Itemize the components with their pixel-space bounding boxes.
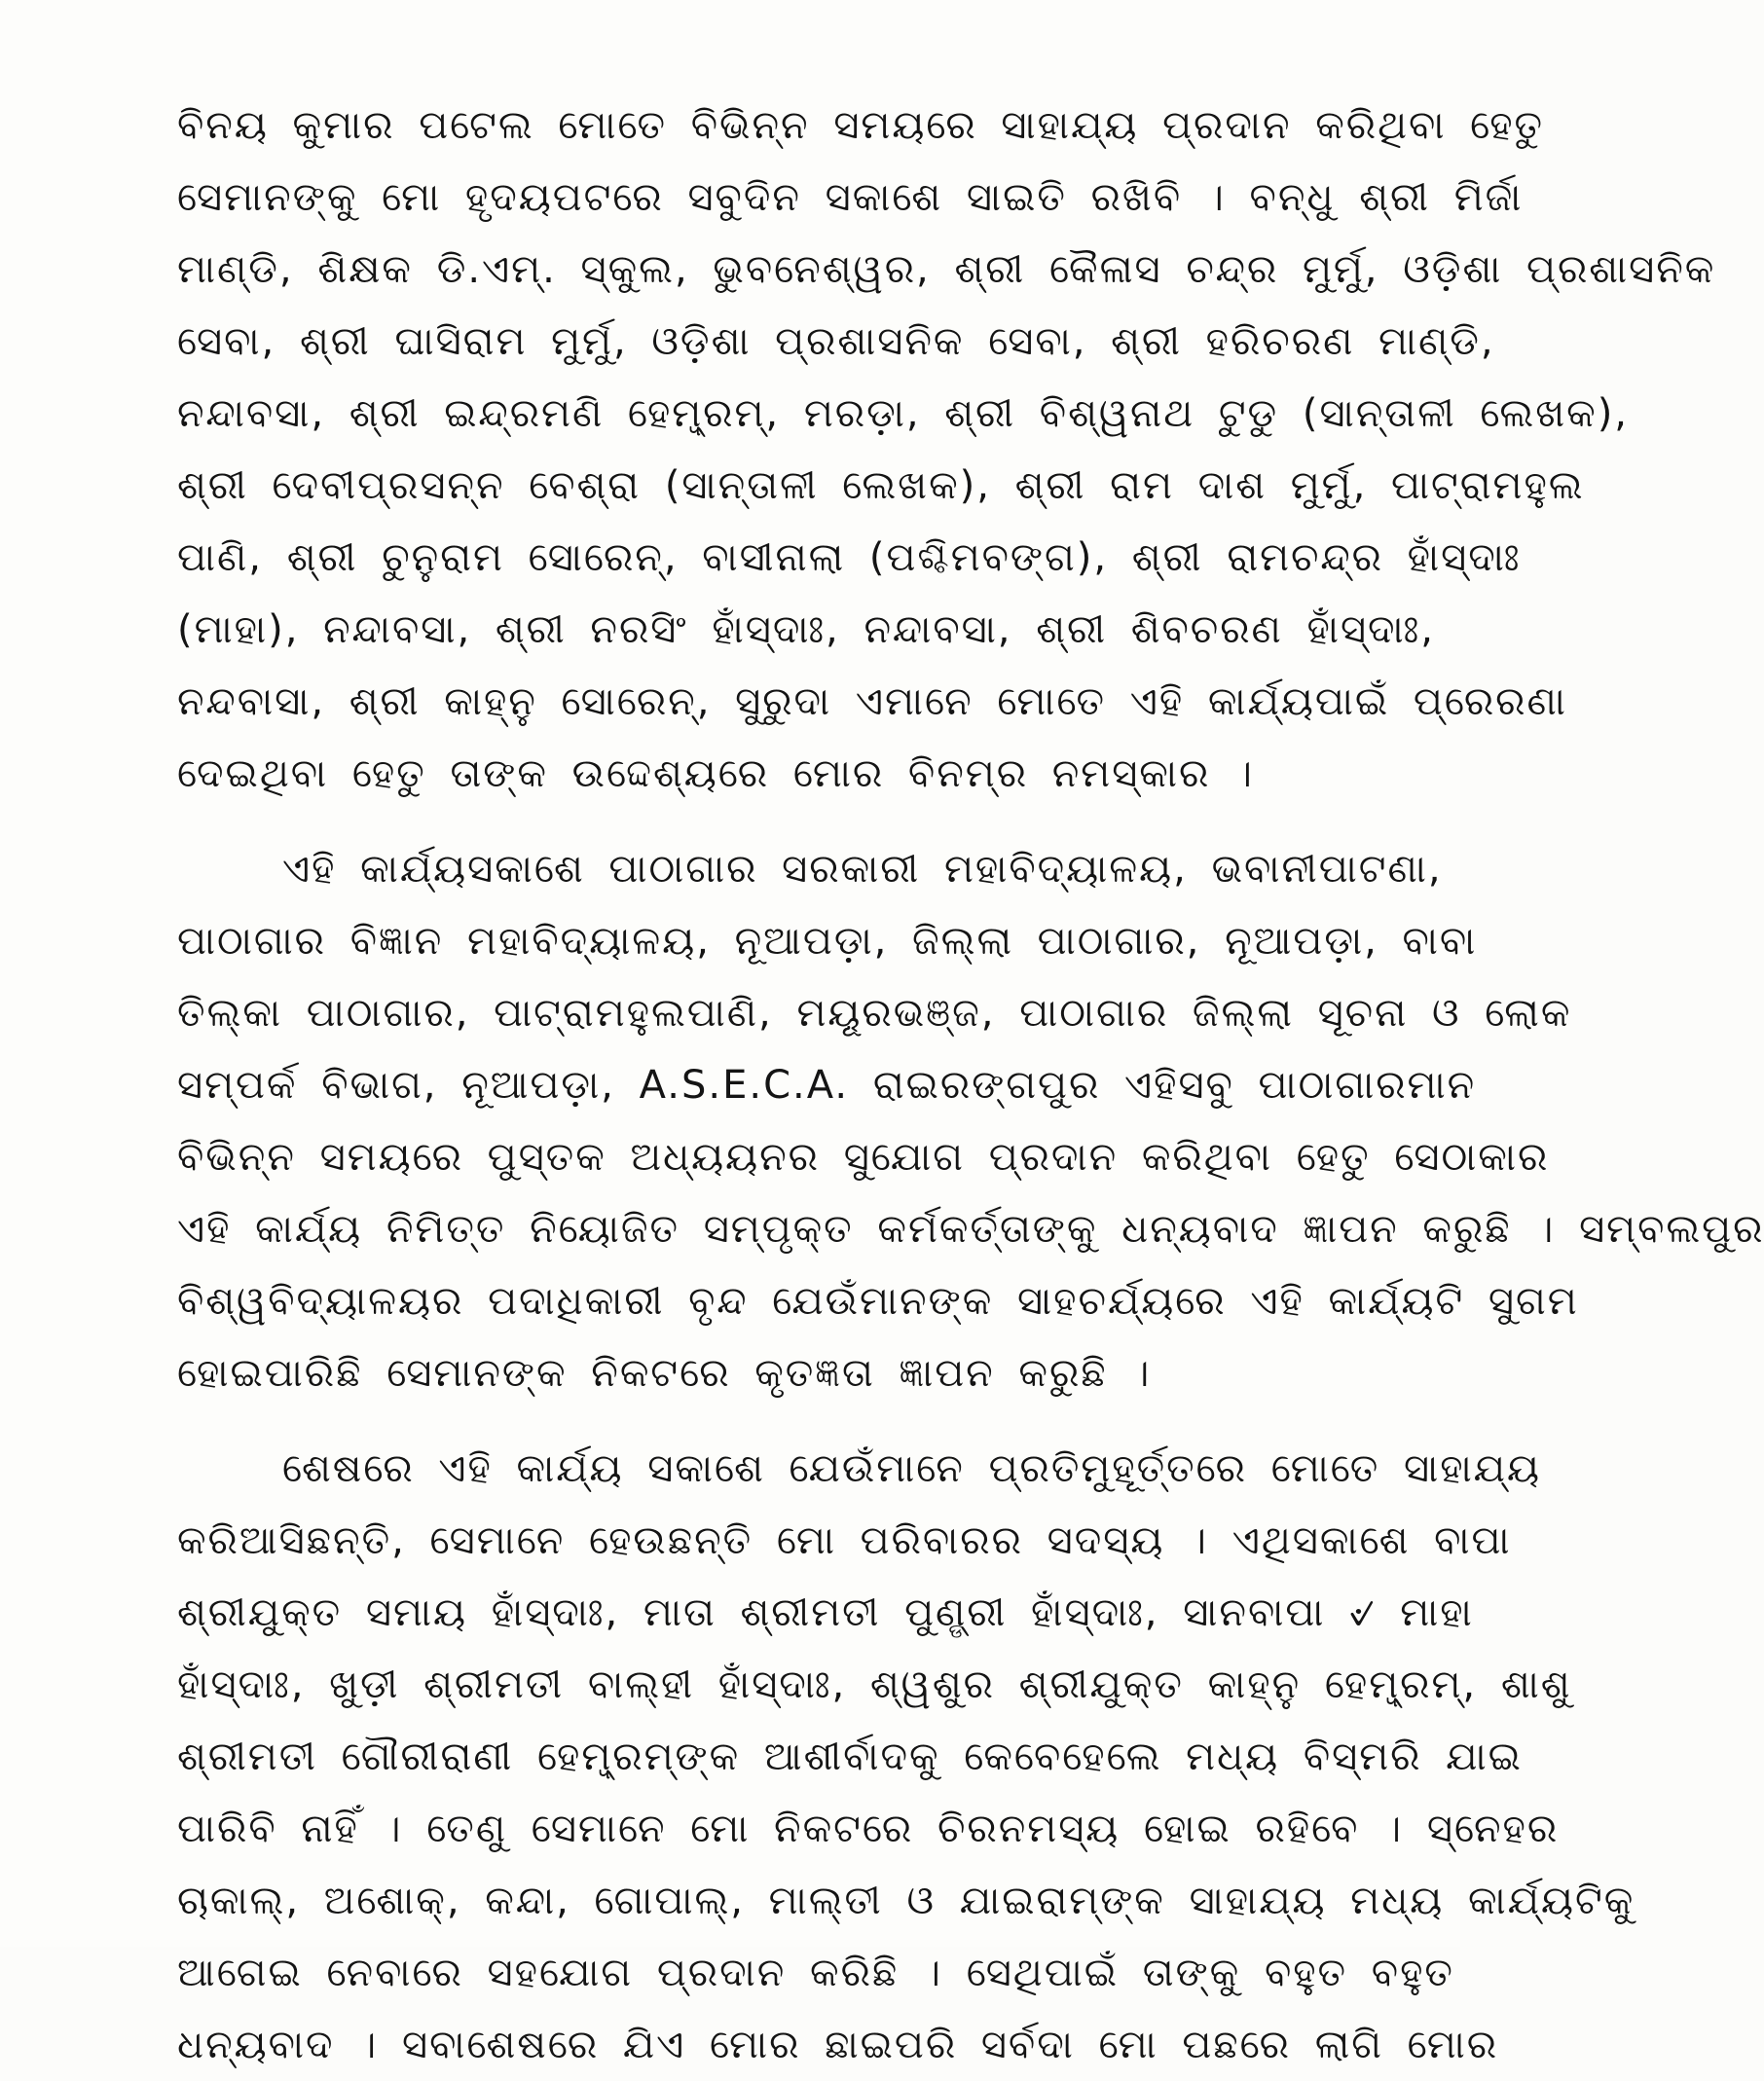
text-line: ମାଣ୍ଡି, ଶିକ୍ଷକ ଡି.ଏମ୍. ସ୍କୁଲ, ଭୁବନେଶ୍ୱର, ଶ୍ରୀ କୈଳାସ ଚନ୍ଦ୍ର ମୁର୍ମୁ, ଓଡ଼ିଶା ପ୍ରଶାସନିକ [177, 247, 1716, 292]
text-line: ନନ୍ଦାବସା, ଶ୍ରୀ ଇନ୍ଦ୍ରମଣି ହେମ୍ବ୍ରମ୍, ମରଡ଼ା, ଶ୍ରୀ ବିଶ୍ୱନାଥ ଟୁଡୁ (ସାନ୍ତାଳୀ ଲେଖକ), [177, 391, 1630, 436]
text-line: ପାରିବି ନାହିଁ । ତେଣୁ ସେମାନେ ମୋ ନିକଟରେ ଚିରନମସ୍ୟ ହୋଇ ରହିବେ । ସ୍ନେହର [177, 1807, 1560, 1851]
text-line: ଏହି କାର୍ଯ୍ୟ ନିମିତ୍ତ ନିୟୋଜିତ ସମ୍ପୃକ୍ତ କର୍ମକର୍ତ୍ତାଙ୍କୁ ଧନ୍ୟବାଦ ଜ୍ଞାପନ କରୁଛି । ସମ୍ବଲପୁର [177, 1207, 1764, 1252]
text-line: ନନ୍ଦବାସା, ଶ୍ରୀ କାହ୍ନୁ ସୋରେନ୍, ସୁରୁଦା ଏମାନେ ମୋତେ ଏହି କାର୍ଯ୍ୟପାଇଁ ପ୍ରେରଣା [177, 679, 1567, 724]
text-line: ପାଣି, ଶ୍ରୀ ଚୁନୁରାମ ସୋରେନ୍, ବାସୀନାଲା (ପଶ୍ଚିମବଙ୍ଗ), ଶ୍ରୀ ରାମଚନ୍ଦ୍ର ହାଁସ୍‌ଦାଃ [177, 535, 1522, 580]
paragraph-gap [177, 810, 1303, 833]
text-line: ବିଭିନ୍ନ ସମୟରେ ପୁସ୍ତକ ଅଧ୍ୟୟନର ସୁଯୋଗ ପ୍ରଦାନ କରିଥିବା ହେତୁ ସେଠାକାର [177, 1135, 1550, 1180]
text-line: ଦେଇଥିବା ହେତୁ ତାଙ୍କ ଉଦ୍ଦେଶ୍ୟରେ ମୋର ବିନମ୍ର ନମସ୍କାର । [177, 751, 1255, 796]
text-line: ଶ୍ରୀମତୀ ଗୌରୀରାଣୀ ହେମ୍ବ୍ରମ୍‌ଙ୍କ ଆଶୀର୍ବାଦକୁ କେବେହେଲେ ମଧ୍ୟ ବିସ୍ମରି ଯାଇ [177, 1734, 1523, 1779]
text-line: ସେବା, ଶ୍ରୀ ଘାସିରାମ ମୁର୍ମୁ, ଓଡ଼ିଶା ପ୍ରଶାସନିକ ସେବା, ଶ୍ରୀ ହରିଚରଣ ମାଣ୍ଡି, [177, 319, 1495, 364]
text-line: (ମାହା), ନନ୍ଦାବସା, ଶ୍ରୀ ନରସିଂ ହାଁସ୍‌ଦାଃ, ନନ୍ଦାବସା, ଶ୍ରୀ ଶିବଚରଣ ହାଁସ୍‌ଦାଃ, [177, 607, 1435, 652]
text-line: ଶ୍ରୀ ଦେବୀପ୍ରସନ୍ନ ବେଶ୍ରା (ସାନ୍ତାଳୀ ଲେଖକ), ଶ୍ରୀ ରାମ ଦାଶ ମୁର୍ମୁ, ପାଟ୍ରାମହୁଲ [177, 463, 1585, 508]
text-line: ଏହି କାର୍ଯ୍ୟସକାଶେ ପାଠାଗାର ସରକାରୀ ମହାବିଦ୍ୟାଳୟ, ଭବାନୀପାଟଣା, [282, 847, 1443, 892]
text-line: ପାଠାଗାର ବିଜ୍ଞାନ ମହାବିଦ୍ୟାଳୟ, ନୂଆପଡ଼ା, ଜିଲ୍ଲା ପାଠାଗାର, ନୂଆପଡ଼ା, ବାବା [177, 919, 1478, 964]
text-line: ଧନ୍ୟବାଦ । ସବାଶେଷରେ ଯିଏ ମୋର ଛାଇପରି ସର୍ବଦା ମୋ ପଛରେ ଲାଗି ମୋର [177, 2023, 1499, 2067]
body-text [177, 90, 1764, 2081]
text-line: ହୋଇପାରିଛି ସେମାନଙ୍କ ନିକଟରେ କୃତଜ୍ଞତା ଜ୍ଞାପନ କରୁଛି । [177, 1351, 1152, 1396]
text-line: ଶ୍ରୀଯୁକ୍ତ ସମାୟ ହାଁସ୍‌ଦାଃ, ମାତା ଶ୍ରୀମତୀ ପୁଣ୍ଡ୍ରୀ ହାଁସ୍‌ଦାଃ, ସାନବାପା ୰ ମାହା [177, 1590, 1474, 1635]
text-line: ଶେଷରେ ଏହି କାର୍ଯ୍ୟ ସକାଶେ ଯେଉଁମାନେ ପ୍ରତିମୁହୂର୍ତ୍ତରେ ମୋତେ ସାହାଯ୍ୟ [282, 1446, 1542, 1491]
text-line: ହାଁସ୍‌ଦାଃ, ଖୁଡ଼ୀ ଶ୍ରୀମତୀ ବାଲ୍‌ହୀ ହାଁସ୍‌ଦାଃ, ଶ୍ୱଶୁର ଶ୍ରୀଯୁକ୍ତ କାହ୍ନୁ ହେମ୍ବ୍ରମ୍, ଶାଶୁ [177, 1662, 1572, 1707]
text-line: ଆଗେଇ ନେବାରେ ସହଯୋଗ ପ୍ରଦାନ କରିଛି । ସେଥିପାଇଁ ତାଙ୍କୁ ବହୁତ ବହୁତ [177, 1951, 1454, 1995]
text-line: ବିନୟ କୁମାର ପଟେଲ ମୋତେ ବିଭିନ୍ନ ସମୟରେ ସାହାଯ୍ୟ ପ୍ରଦାନ କରିଥିବା ହେତୁ [177, 103, 1545, 148]
paragraph-gap [177, 1409, 1303, 1433]
text-line: ସେମାନଙ୍କୁ ମୋ ହୃଦୟପଟରେ ସବୁଦିନ ସକାଶେ ସାଇତି ରଖିବି । ବନ୍ଧୁ ଶ୍ରୀ ମିର୍ଜା [177, 175, 1524, 220]
text-line: ତିଲ୍‌କା ପାଠାଗାର, ପାଟ୍ରାମହୁଲପାଣି, ମୟୂରଭଞ୍ଜ, ପାଠାଗାର ଜିଲ୍ଲା ସୂଚନା ଓ ଲୋକ [177, 991, 1572, 1036]
text-line: ଚାକାଲ୍, ଅଶୋକ୍, କନ୍ଦା, ଗୋପାଲ୍, ମାଲ୍‌ତୀ ଓ ଯାଇରାମ୍‌ଙ୍କ ସାହାଯ୍ୟ ମଧ୍ୟ କାର୍ଯ୍ୟଟିକୁ [177, 1879, 1635, 1923]
text-line: ବିଶ୍ୱବିଦ୍ୟାଳୟର ପଦାଧିକାରୀ ବୃନ୍ଦ ଯେଉଁମାନଙ୍କ ସାହଚର୍ଯ୍ୟରେ ଏହି କାର୍ଯ୍ୟଟି ସୁଗମ [177, 1279, 1579, 1324]
text-line: କରିଆସିଛନ୍ତି, ସେମାନେ ହେଉଛନ୍ତି ମୋ ପରିବାରର ସଦସ୍ୟ । ଏଥିସକାଶେ ବାପା [177, 1518, 1512, 1563]
text-line: ସମ୍ପର୍କ ବିଭାଗ, ନୂଆପଡ଼ା, A.S.E.C.A. ରାଇରଙ୍ଗପୁର ଏହିସବୁ ପାଠାଗାରମାନ [177, 1063, 1477, 1108]
